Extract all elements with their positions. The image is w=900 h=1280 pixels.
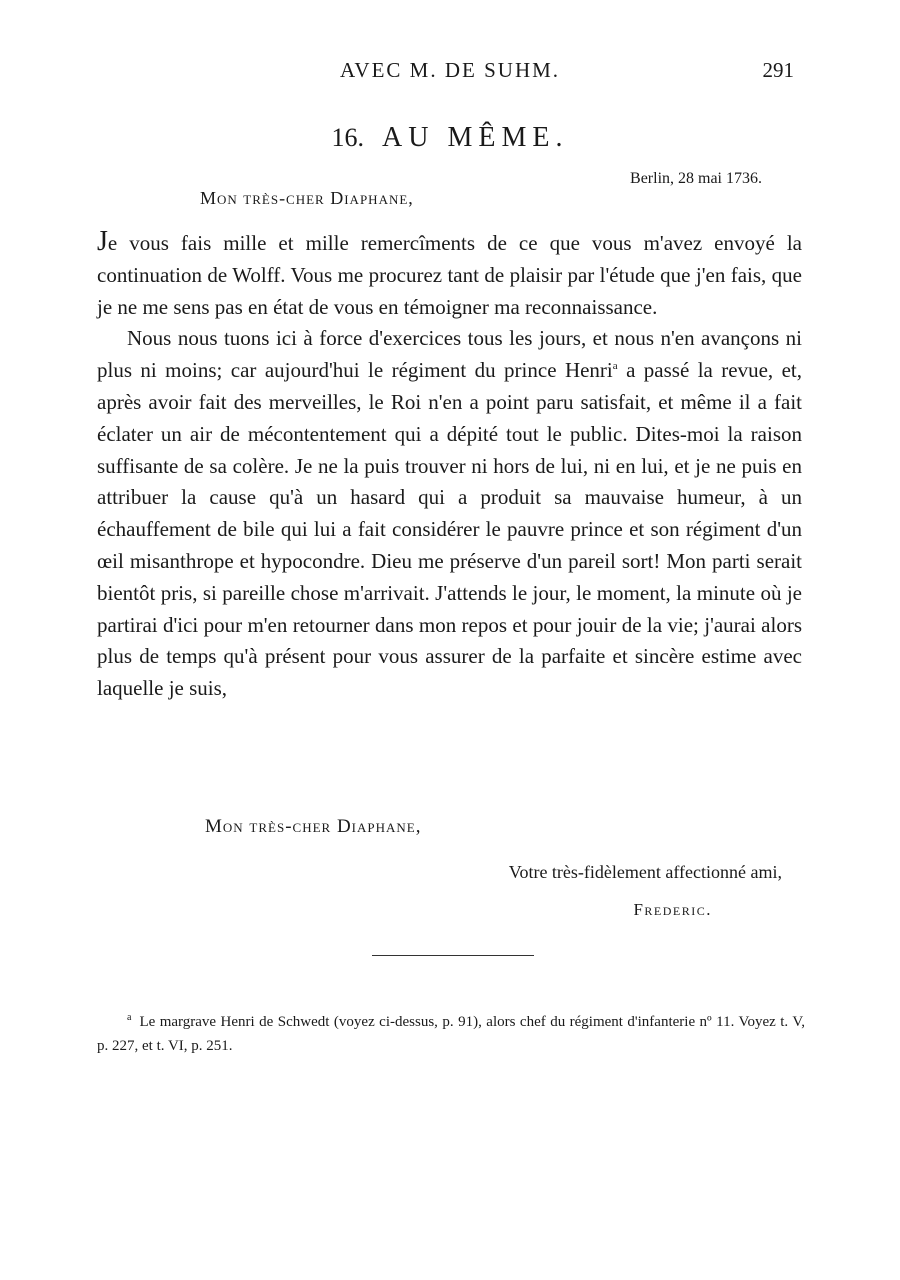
signature: Frederic.	[633, 900, 712, 919]
letter-body	[97, 226, 802, 705]
closing-salutation: Mon très-cher Diaphane,	[205, 816, 422, 837]
footnote-reference: a	[612, 360, 618, 373]
page-number: 291	[762, 58, 794, 82]
footnote-marker: a	[127, 1012, 132, 1023]
dateline: Berlin, 28 mai 1736.	[630, 170, 762, 187]
paragraph-1-text: e vous fais mille et mille remercîments de ce que vous m'avez envoyé la continuation de Wolff. Vous me procurez tant de plaisir par l'étude que j'en fais, que je ne me sens pas en état de vous en témoigner ma reconnaissance.	[97, 231, 802, 319]
running-title: AVEC M. DE SUHM.	[339, 58, 561, 82]
letter-title: AU MÊME.	[382, 122, 569, 153]
paragraph-2	[97, 323, 802, 705]
footnote-separator-rule	[372, 955, 534, 956]
paragraph-1	[97, 226, 802, 323]
paragraph-2-text-end: a passé la revue, et, après avoir fait des merveilles, le Roi n'en a point paru satisfait, et même il a fait éclater un air de mécontentement qui a dépité tout le public. Dites-moi la raison suffisante de sa colère. Je ne la puis trouver ni hors de lui, ni en lui, et je ne puis en attribuer la cause qu'à un hasard qui a produit sa mauvaise humeur, à un échauffement de bile qui lui a fait considérer le pauvre prince et son régiment d'un œil misanthrope et hypocondre. Dieu me préserve d'un pareil sort! Mon parti serait bientôt pris, si pareille chose m'arrivait. J'attends le jour, le moment, la minute où je partirai d'ici pour m'en retourner dans mon repos et pour jouir de la vie; j'aurai alors plus de temps qu'à présent pour vous assurer de la parfaite et sincère estime avec laquelle je suis,	[97, 358, 802, 701]
paragraph-2-text-start: Nous nous tuons ici à force d'exercices tous les jours, et nous n'en avançons ni plus ni moins; car aujourd'hui le régiment du prince Henri	[97, 326, 802, 383]
footnote-text: Le margrave Henri de Schwedt (voyez ci-dessus, p. 91), alors chef du régiment d'infanterie nº 11. Voyez t. V, p. 227, et t. VI, p. 251.	[97, 1014, 805, 1054]
closing-formula: Votre très-fidèlement affectionné ami,	[508, 862, 782, 882]
salutation: Mon très-cher Diaphane,	[200, 188, 414, 208]
footnote	[97, 1010, 805, 1058]
initial-letter: J	[97, 226, 108, 257]
letter-heading	[0, 122, 900, 154]
running-head	[0, 58, 900, 86]
letter-number: 16.	[331, 123, 365, 152]
